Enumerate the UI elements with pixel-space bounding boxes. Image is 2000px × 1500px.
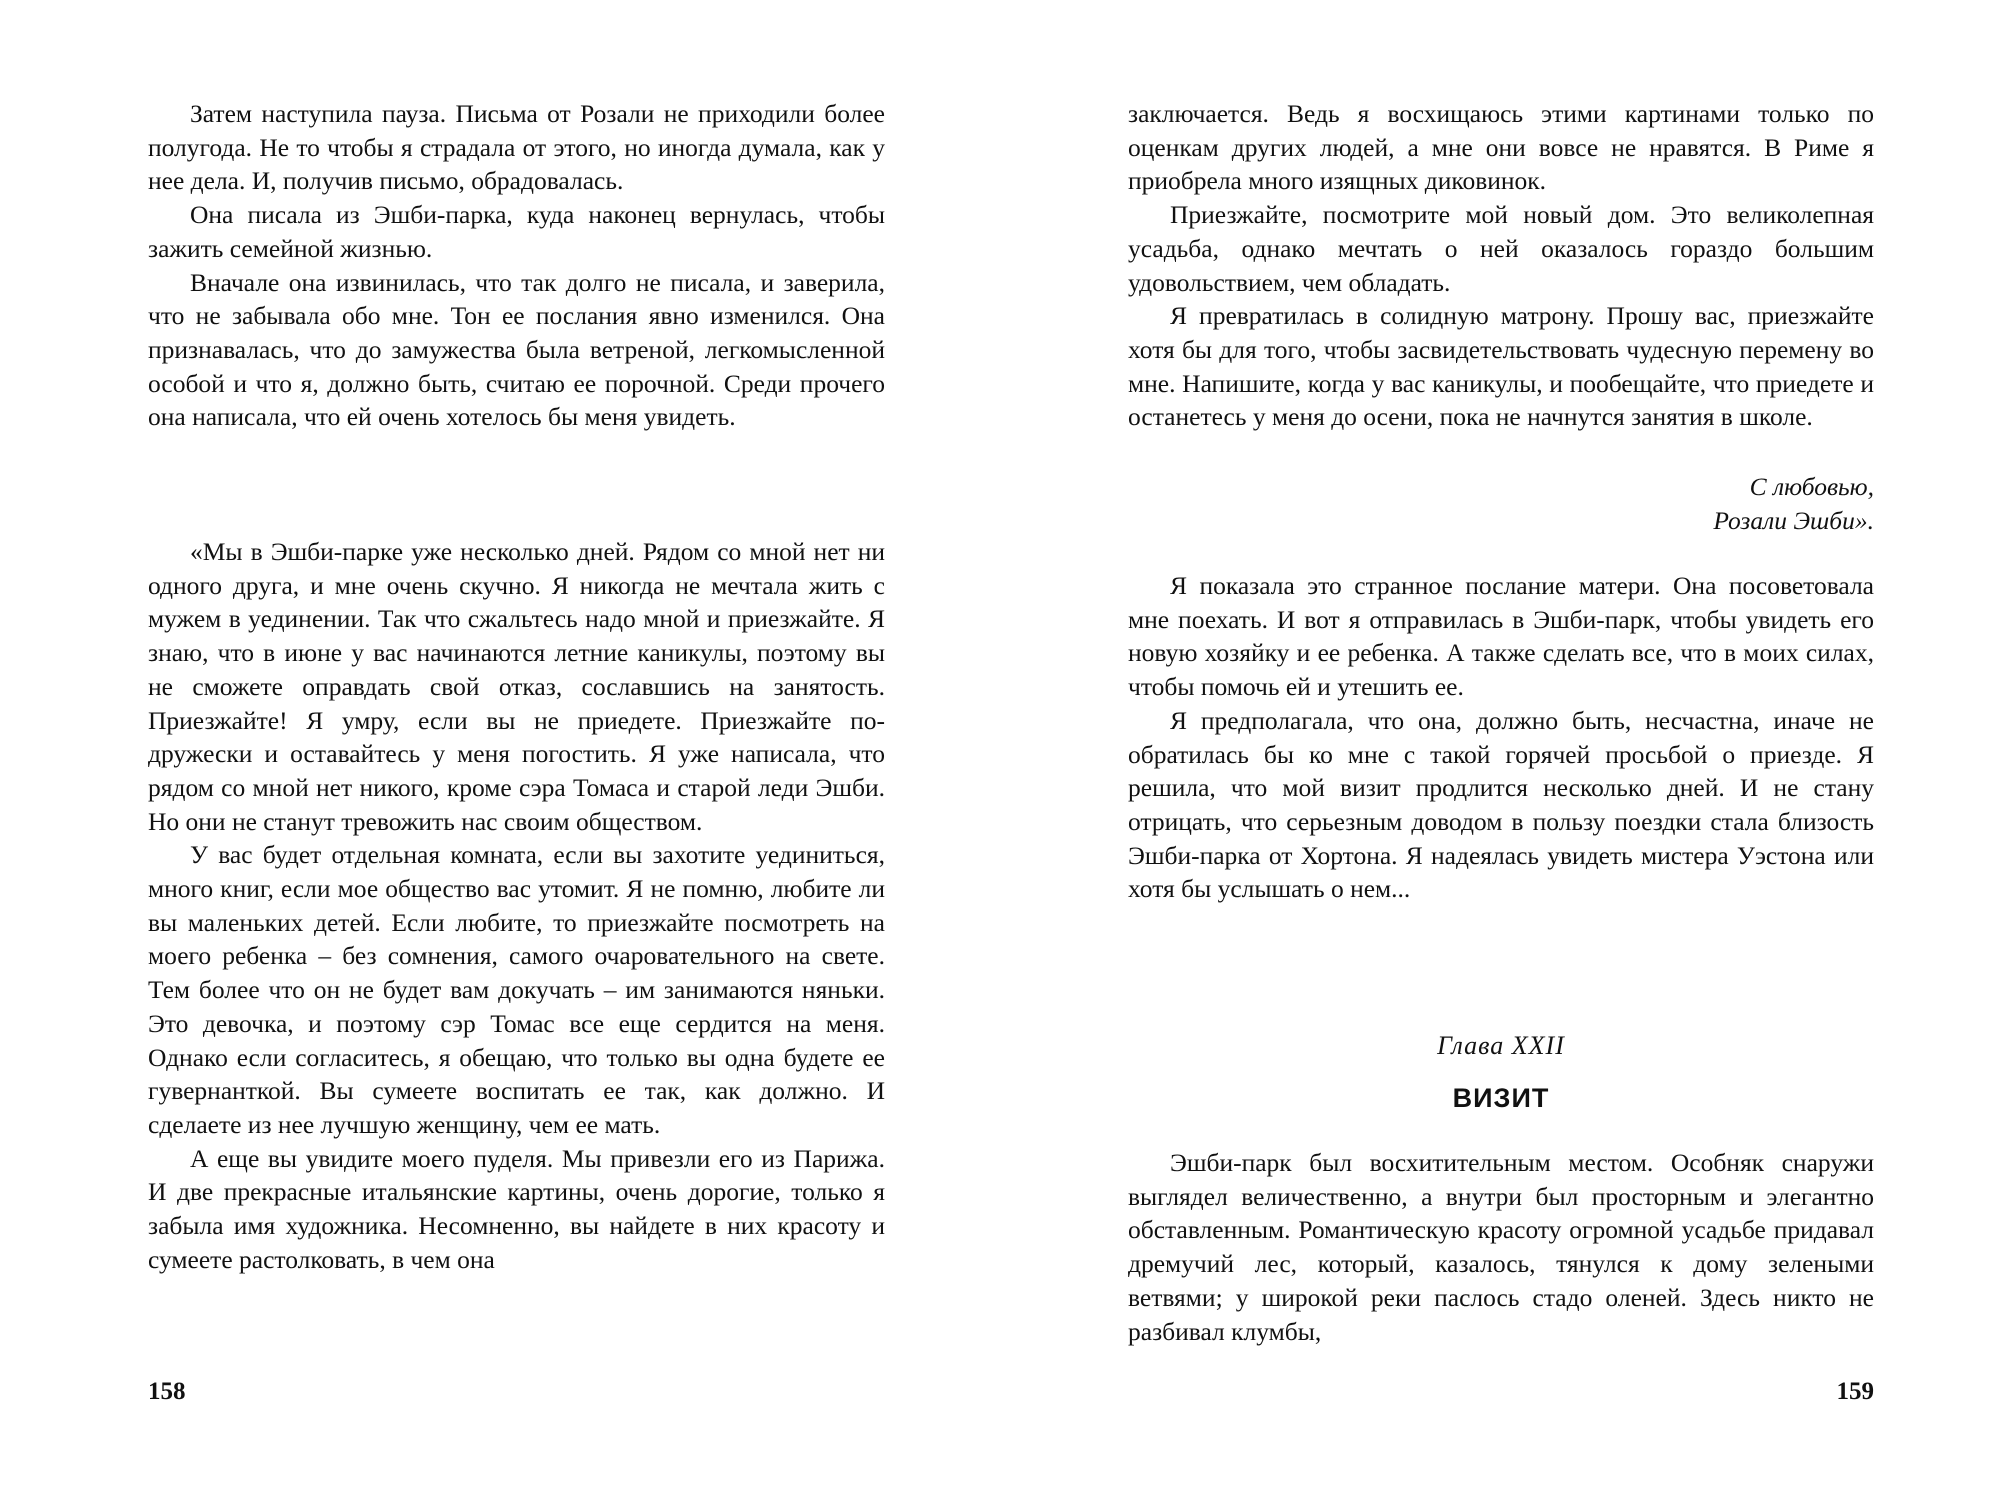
left-text-block-1 bbox=[148, 97, 885, 434]
page-number-left: 158 bbox=[148, 1378, 186, 1405]
right-page bbox=[1000, 0, 2000, 1500]
paragraph: А еще вы увидите моего пуделя. Мы привезли его из Парижа. И две прекрасные итальянские картины, очень дорогие, только я забыла имя художника. Несомненно, вы найдете в них красоту и сумеете растолковать, в чем она bbox=[148, 1143, 885, 1274]
letter-signature bbox=[1128, 470, 1874, 537]
paragraph: «Мы в Эшби-парке уже несколько дней. Рядом со мной нет ни одного друга, и мне очень скучно. Я никогда не мечтала жить с мужем в уединении. Так что сжальтесь надо мной и приезжайте. Я знаю, что в июне у вас начинаются летние каникулы, поэтому вы не сможете оправдать свой отказ, сославшись на занятость. Приезжайте! Я умру, если вы не приедете. Приезжайте по-дружески и оставайтесь у меня погостить. Я уже написала, что рядом со мной нет никого, кроме сэра Томаса и старой леди Эшби. Но они не станут тревожить нас своим обществом. bbox=[148, 537, 885, 836]
signature-line: С любовью, bbox=[1749, 472, 1874, 501]
paragraph: Я превратилась в солидную матрону. Прошу вас, приезжайте хотя бы для того, чтобы засвидетельствовать чудесную перемену во мне. Напишите, когда у вас каникулы, и пообещайте, что приедете и останетесь у меня до осени, пока не начнутся занятия в школе. bbox=[1128, 301, 1874, 432]
paragraph: Эшби-парк был восхитительным местом. Особняк снаружи выглядел величественно, а внутри был просторным и элегантно обставленным. Романтическую красоту огромной усадьбе придавал дремучий лес, который, казалось, тянулся к дому зелеными ветвями; у широкой реки паслось стадо оленей. Здесь никто не разбивал клумбы, bbox=[1128, 1148, 1874, 1346]
paragraph: заключается. Ведь я восхищаюсь этими картинами только по оценкам других людей, а мне они вовсе не нравятся. В Риме я приобрела много изящных диковинок. bbox=[1128, 99, 1874, 196]
signature-line: Розали Эшби». bbox=[1713, 505, 1874, 535]
chapter-title: ВИЗИТ bbox=[1452, 1083, 1550, 1113]
right-text-block-3 bbox=[1128, 1146, 1874, 1348]
paragraph: Я предполагала, что она, должно быть, несчастна, иначе не обратилась бы ко мне с такой горячей просьбой о приезде. Я решила, что мой визит продлится несколько дней. И не стану отрицать, что серьезным доводом в пользу поездки стала близость Эшби-парка от Хортона. Я надеялась увидеть мистера Уэстона или хотя бы услышать о нем... bbox=[1128, 705, 1874, 904]
paragraph: У вас будет отдельная комната, если вы захотите уединиться, много книг, если мое общество вас утомит. Я не помню, любите ли вы маленьких детей. Если любите, то приезжайте посмотреть на моего ребенка – без сомнения, самого очаровательного на свете. Тем более что он не будет вам докучать – им занимаются няньки. Это девочка, и поэтому сэр Томас все еще сердится на меня. Однако если согласитесь, я обещаю, что только вы одна будете ее гувернанткой. Вы сумеете воспитать ее так, как должно. И сделаете из нее лучшую женщину, чем ее мать. bbox=[148, 840, 885, 1139]
paragraph: Вначале она извинилась, что так долго не писала, и заверила, что не забывала обо мне. Тон ее послания явно изменился. Она признавалась, что до замужества была ветреной, легкомысленной особой и что я, должно быть, считаю ее порочной. Среди прочего она написала, что ей очень хотелось бы меня увидеть. bbox=[148, 267, 885, 432]
letter-text-block bbox=[148, 535, 885, 1276]
paragraph: Приезжайте, посмотрите мой новый дом. Это великолепная усадьба, однако мечтать о ней оказалось гораздо большим удовольствием, чем обладать. bbox=[1128, 200, 1874, 297]
right-text-block-1 bbox=[1128, 97, 1874, 434]
paragraph: Затем наступила пауза. Письма от Розали не приходили более полугода. Не то чтобы я страдала от этого, но иногда думала, как у нее дела. И, получив письмо, обрадовалась. bbox=[148, 99, 885, 196]
right-text-block-2 bbox=[1128, 569, 1874, 906]
chapter-label: Глава XXII bbox=[1437, 1031, 1565, 1060]
paragraph: Она писала из Эшби-парка, куда наконец вернулась, чтобы зажить семейной жизнью. bbox=[148, 200, 885, 263]
paragraph: Я показала это странное послание матери. Она посоветовала мне поехать. И вот я отправилась в Эшби-парк, чтобы увидеть его новую хозяйку и ее ребенка. А также сделать все, что в моих силах, чтобы помочь ей и утешить ее. bbox=[1128, 571, 1874, 702]
page-number-right: 159 bbox=[1836, 1378, 1874, 1405]
